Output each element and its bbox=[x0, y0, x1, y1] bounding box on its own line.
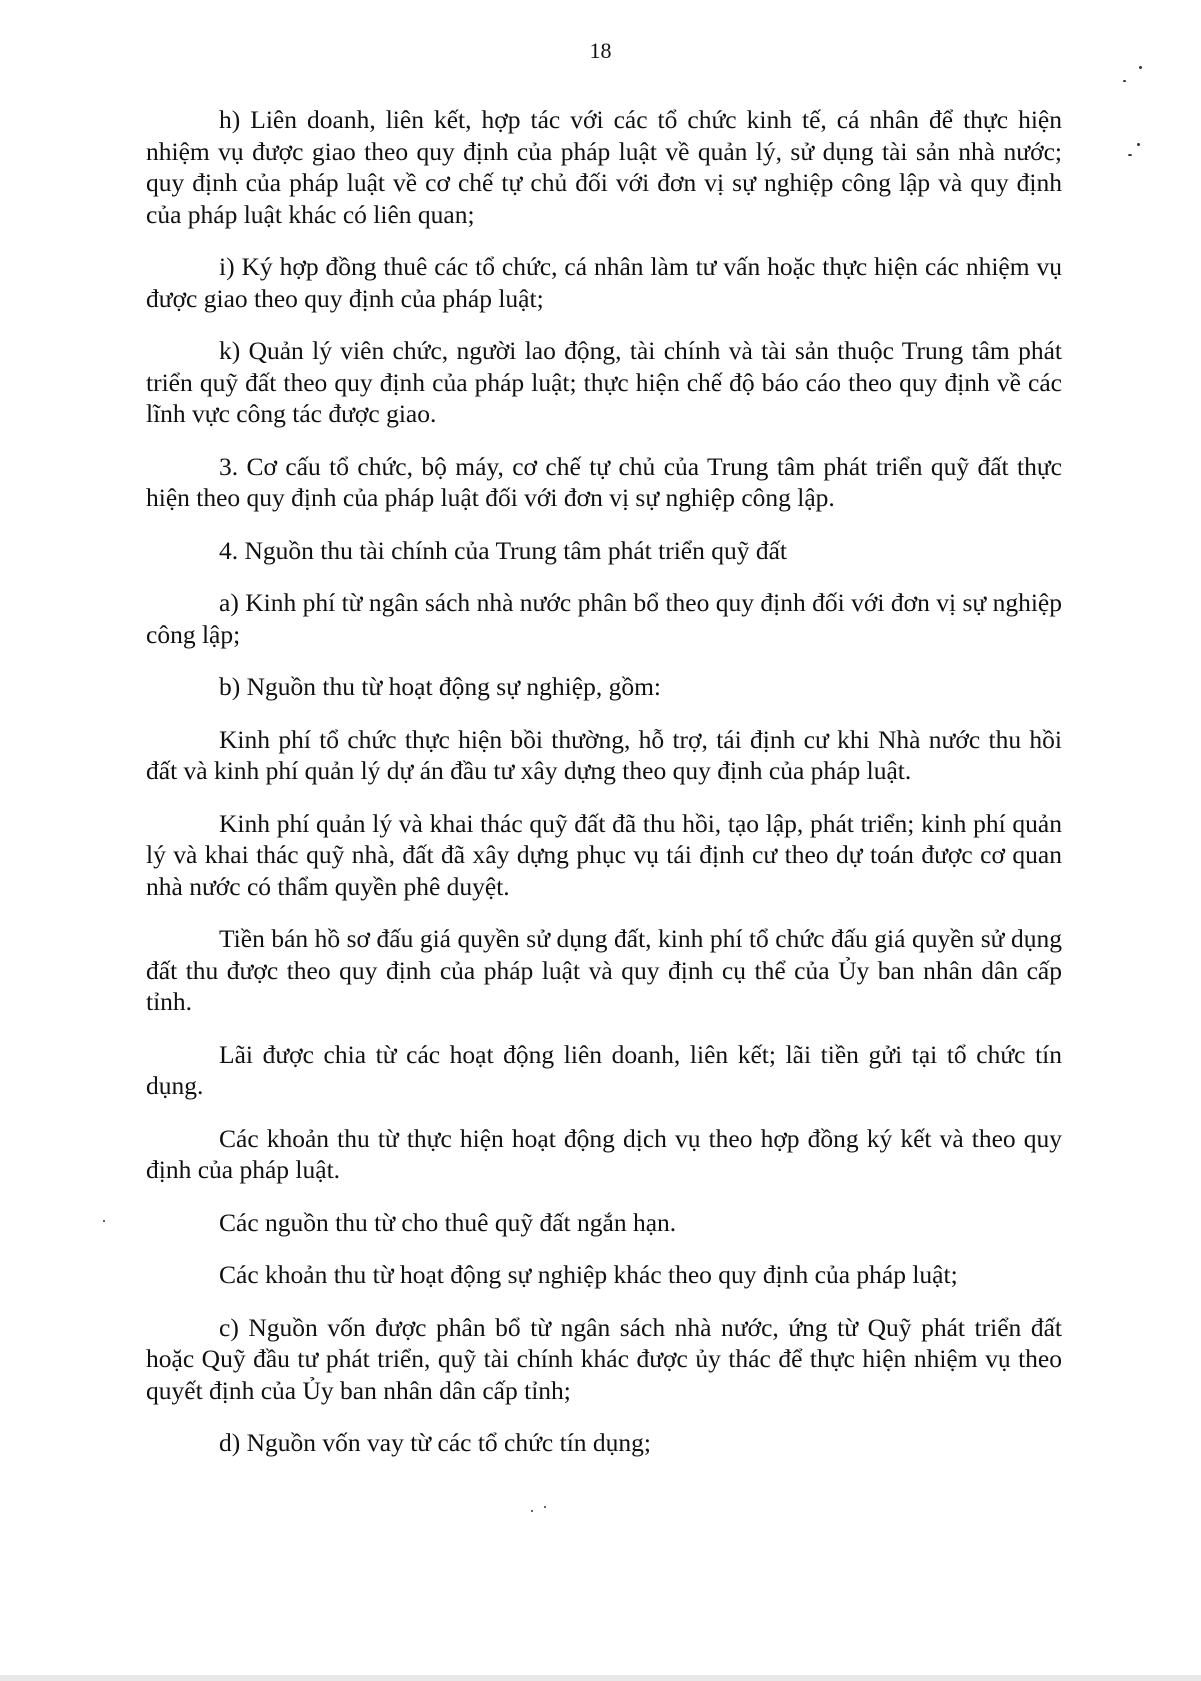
paragraph-4a: a) Kinh phí từ ngân sách nhà nước phân bổ theo quy định đối với đơn vị sự nghiệp công lập; bbox=[146, 588, 1062, 649]
paragraph-4: 4. Nguồn thu tài chính của Trung tâm phát triển quỹ đất bbox=[219, 535, 788, 565]
paragraph-h: h) Liên doanh, liên kết, hợp tác với các tổ chức kinh tế, cá nhân để thực hiện nhiệm vụ được giao theo quy định của pháp luật về quản lý, sử dụng tài sản nhà nước; quy định của pháp luật về cơ chế tự chủ đối với đơn vị sự nghiệp công lập và quy định của pháp luật khác có liên quan; bbox=[146, 105, 1062, 229]
scan-bottom-edge bbox=[0, 1675, 1201, 1681]
scan-speck bbox=[1123, 80, 1126, 82]
scan-speck bbox=[1137, 143, 1140, 146]
scan-speck bbox=[531, 1510, 533, 1512]
paragraph-4b-item-5: Các khoản thu từ thực hiện hoạt động dịch vụ theo hợp đồng ký kết và theo quy định của pháp luật. bbox=[146, 1123, 1062, 1184]
paragraph-3: 3. Cơ cấu tổ chức, bộ máy, cơ chế tự chủ của Trung tâm phát triển quỹ đất thực hiện theo quy định của pháp luật đối với đơn vị sự nghiệp công lập. bbox=[146, 451, 1062, 512]
paragraph-4b-item-2: Kinh phí quản lý và khai thác quỹ đất đã thu hồi, tạo lập, phát triển; kinh phí quản lý và khai thác quỹ nhà, đất đã xây dựng phục vụ tái định cư theo dự toán được cơ quan nhà nước có thẩm quyền phê duyệt. bbox=[146, 808, 1062, 901]
scan-speck bbox=[103, 1220, 105, 1222]
paragraph-i: i) Ký hợp đồng thuê các tổ chức, cá nhân làm tư vấn hoặc thực hiện các nhiệm vụ được giao theo quy định của pháp luật; bbox=[146, 252, 1062, 313]
scan-speck bbox=[1128, 154, 1132, 156]
paragraph-4c: c) Nguồn vốn được phân bổ từ ngân sách nhà nước, ứng từ Quỹ phát triển đất hoặc Quỹ đầu tư phát triển, quỹ tài chính khác được ủy thác để thực hiện nhiệm vụ theo quyết định của Ủy ban nhân dân cấp tỉnh; bbox=[146, 1312, 1062, 1405]
paragraph-4b: b) Nguồn thu từ hoạt động sự nghiệp, gồm: bbox=[219, 672, 661, 701]
paragraph-4b-item-6: Các nguồn thu từ cho thuê quỹ đất ngắn hạn. bbox=[219, 1207, 677, 1237]
paragraph-4b-item-7: Các khoản thu từ hoạt động sự nghiệp khác theo quy định của pháp luật; bbox=[219, 1260, 958, 1289]
document-body bbox=[146, 104, 1062, 1480]
paragraph-4b-item-3: Tiền bán hồ sơ đấu giá quyền sử dụng đất, kinh phí tổ chức đấu giá quyền sử dụng đất thu được theo quy định của pháp luật và quy định cụ thể của Ủy ban nhân dân cấp tỉnh. bbox=[146, 924, 1062, 1016]
paragraph-4b-item-4: Lãi được chia từ các hoạt động liên doanh, liên kết; lãi tiền gửi tại tổ chức tín dụng. bbox=[146, 1039, 1062, 1100]
paragraph-4b-item-1: Kinh phí tổ chức thực hiện bồi thường, hỗ trợ, tái định cư khi Nhà nước thu hồi đất và kinh phí quản lý dự án đầu tư xây dựng theo quy định của pháp luật. bbox=[146, 724, 1062, 785]
scan-speck bbox=[1139, 66, 1142, 69]
paragraph-k: k) Quản lý viên chức, người lao động, tài chính và tài sản thuộc Trung tâm phát triển quỹ đất theo quy định của pháp luật; thực hiện chế độ báo cáo theo quy định về các lĩnh vực công tác được giao. bbox=[146, 336, 1062, 428]
page-number: 18 bbox=[589, 38, 612, 63]
scan-speck bbox=[544, 1506, 546, 1508]
paragraph-4d: d) Nguồn vốn vay từ các tổ chức tín dụng; bbox=[219, 1428, 652, 1457]
